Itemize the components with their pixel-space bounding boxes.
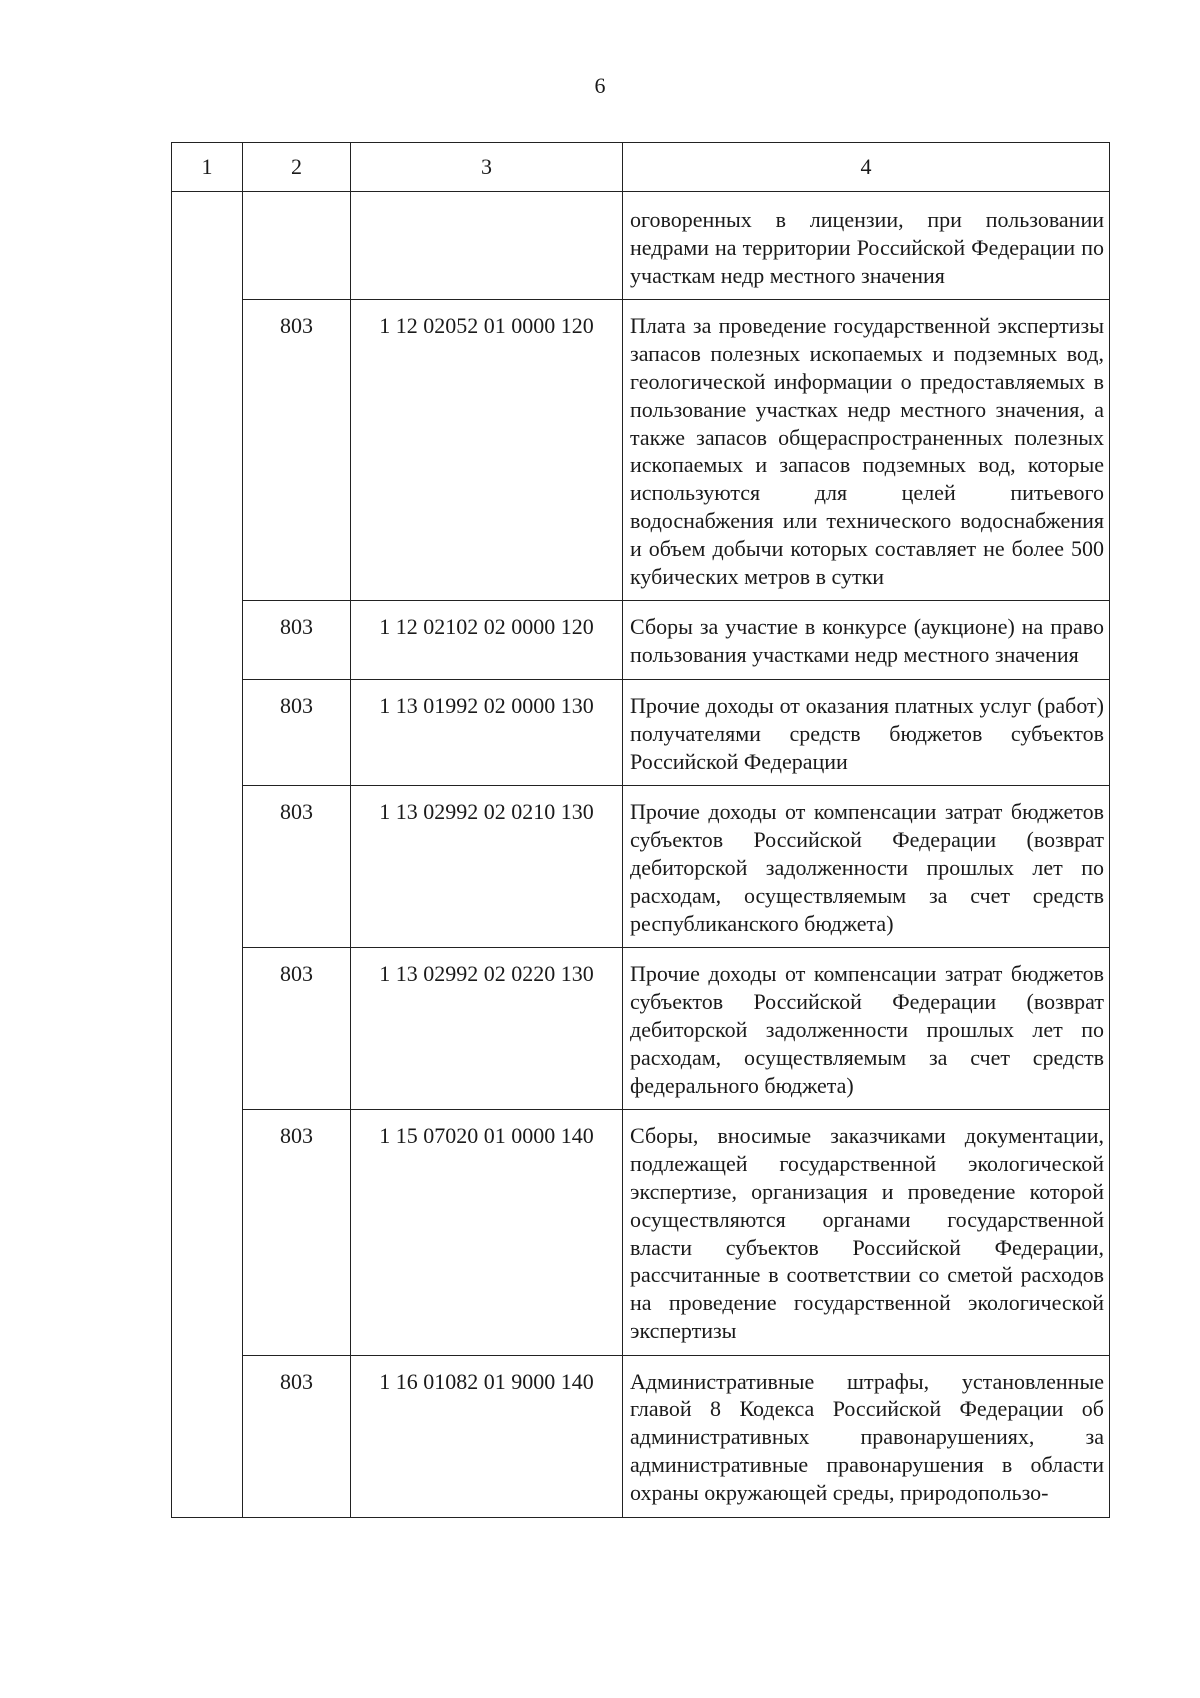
header-col-3: 3 (351, 143, 623, 192)
description-cell: Сборы, вносимые заказчиками документации, подлежащей государственной экологической экспертизе, организация и проведение которой осуществляются органами государственной власти субъектов Российской Федерации, рассчитанные в соответствии со сметой расходов на проведение государственной экологической экспертизы (623, 1110, 1110, 1355)
description-cell: оговоренных в лицензии, при пользовании недрами на территории Российской Федерации по участкам недр местного значения (623, 192, 1110, 300)
table-row (172, 948, 1110, 1110)
group-cell (172, 192, 243, 1518)
revenue-code-cell: 1 13 02992 02 0220 130 (351, 948, 623, 1110)
description-cell: Сборы за участие в конкурсе (аукционе) на право пользования участками недр местного значения (623, 601, 1110, 680)
page-number: 6 (594, 73, 606, 98)
revenue-code-cell: 1 12 02102 02 0000 120 (351, 601, 623, 680)
description-cell: Прочие доходы от компенсации затрат бюджетов субъектов Российской Федерации (возврат дебиторской задолженности прошлых лет по расходам, осуществляемым за счет средств федерального бюджета) (623, 948, 1110, 1110)
table-row (172, 601, 1110, 680)
revenue-code-cell: 1 16 01082 01 9000 140 (351, 1355, 623, 1517)
admin-code-cell: 803 (243, 948, 351, 1110)
table-header-row (172, 143, 1110, 192)
description-cell: Плата за проведение государственной экспертизы запасов полезных ископаемых и подземных вод, геологической информации о предоставляемых в пользование участках недр местного значения, а также запасов общераспространенных полезных ископаемых и запасов подземных вод, которые используются для целей питьевого водоснабжения или технического водоснабжения и объем добычи которых составляет не более 500 кубических метров в сутки (623, 300, 1110, 601)
revenue-code-cell: 1 15 07020 01 0000 140 (351, 1110, 623, 1355)
revenue-code-cell: 1 13 01992 02 0000 130 (351, 679, 623, 785)
admin-code-cell: 803 (243, 1355, 351, 1517)
admin-code-cell: 803 (243, 679, 351, 785)
admin-code-cell: 803 (243, 1110, 351, 1355)
revenue-codes-table (171, 142, 1110, 1518)
table-row (172, 1355, 1110, 1517)
description-cell: Прочие доходы от оказания платных услуг (работ) получателями средств бюджетов субъектов Российской Федерации (623, 679, 1110, 785)
description-cell: Административные штрафы, установленные главой 8 Кодекса Российской Федерации об административных правонарушениях, за административные правонарушения в области охраны окружающей среды, природопользо- (623, 1355, 1110, 1517)
description-cell: Прочие доходы от компенсации затрат бюджетов субъектов Российской Федерации (возврат дебиторской задолженности прошлых лет по расходам, осуществляемым за счет средств республиканского бюджета) (623, 786, 1110, 948)
header-col-2: 2 (243, 143, 351, 192)
table-row (172, 786, 1110, 948)
admin-code-cell: 803 (243, 786, 351, 948)
header-col-1: 1 (172, 143, 243, 192)
admin-code-cell: 803 (243, 601, 351, 680)
revenue-code-cell: 1 13 02992 02 0210 130 (351, 786, 623, 948)
table-row (172, 679, 1110, 785)
admin-code-cell (243, 192, 351, 300)
table-row (172, 300, 1110, 601)
admin-code-cell: 803 (243, 300, 351, 601)
header-col-4: 4 (623, 143, 1110, 192)
table-row (172, 1110, 1110, 1355)
revenue-code-cell: 1 12 02052 01 0000 120 (351, 300, 623, 601)
table-row (172, 192, 1110, 300)
revenue-code-cell (351, 192, 623, 300)
